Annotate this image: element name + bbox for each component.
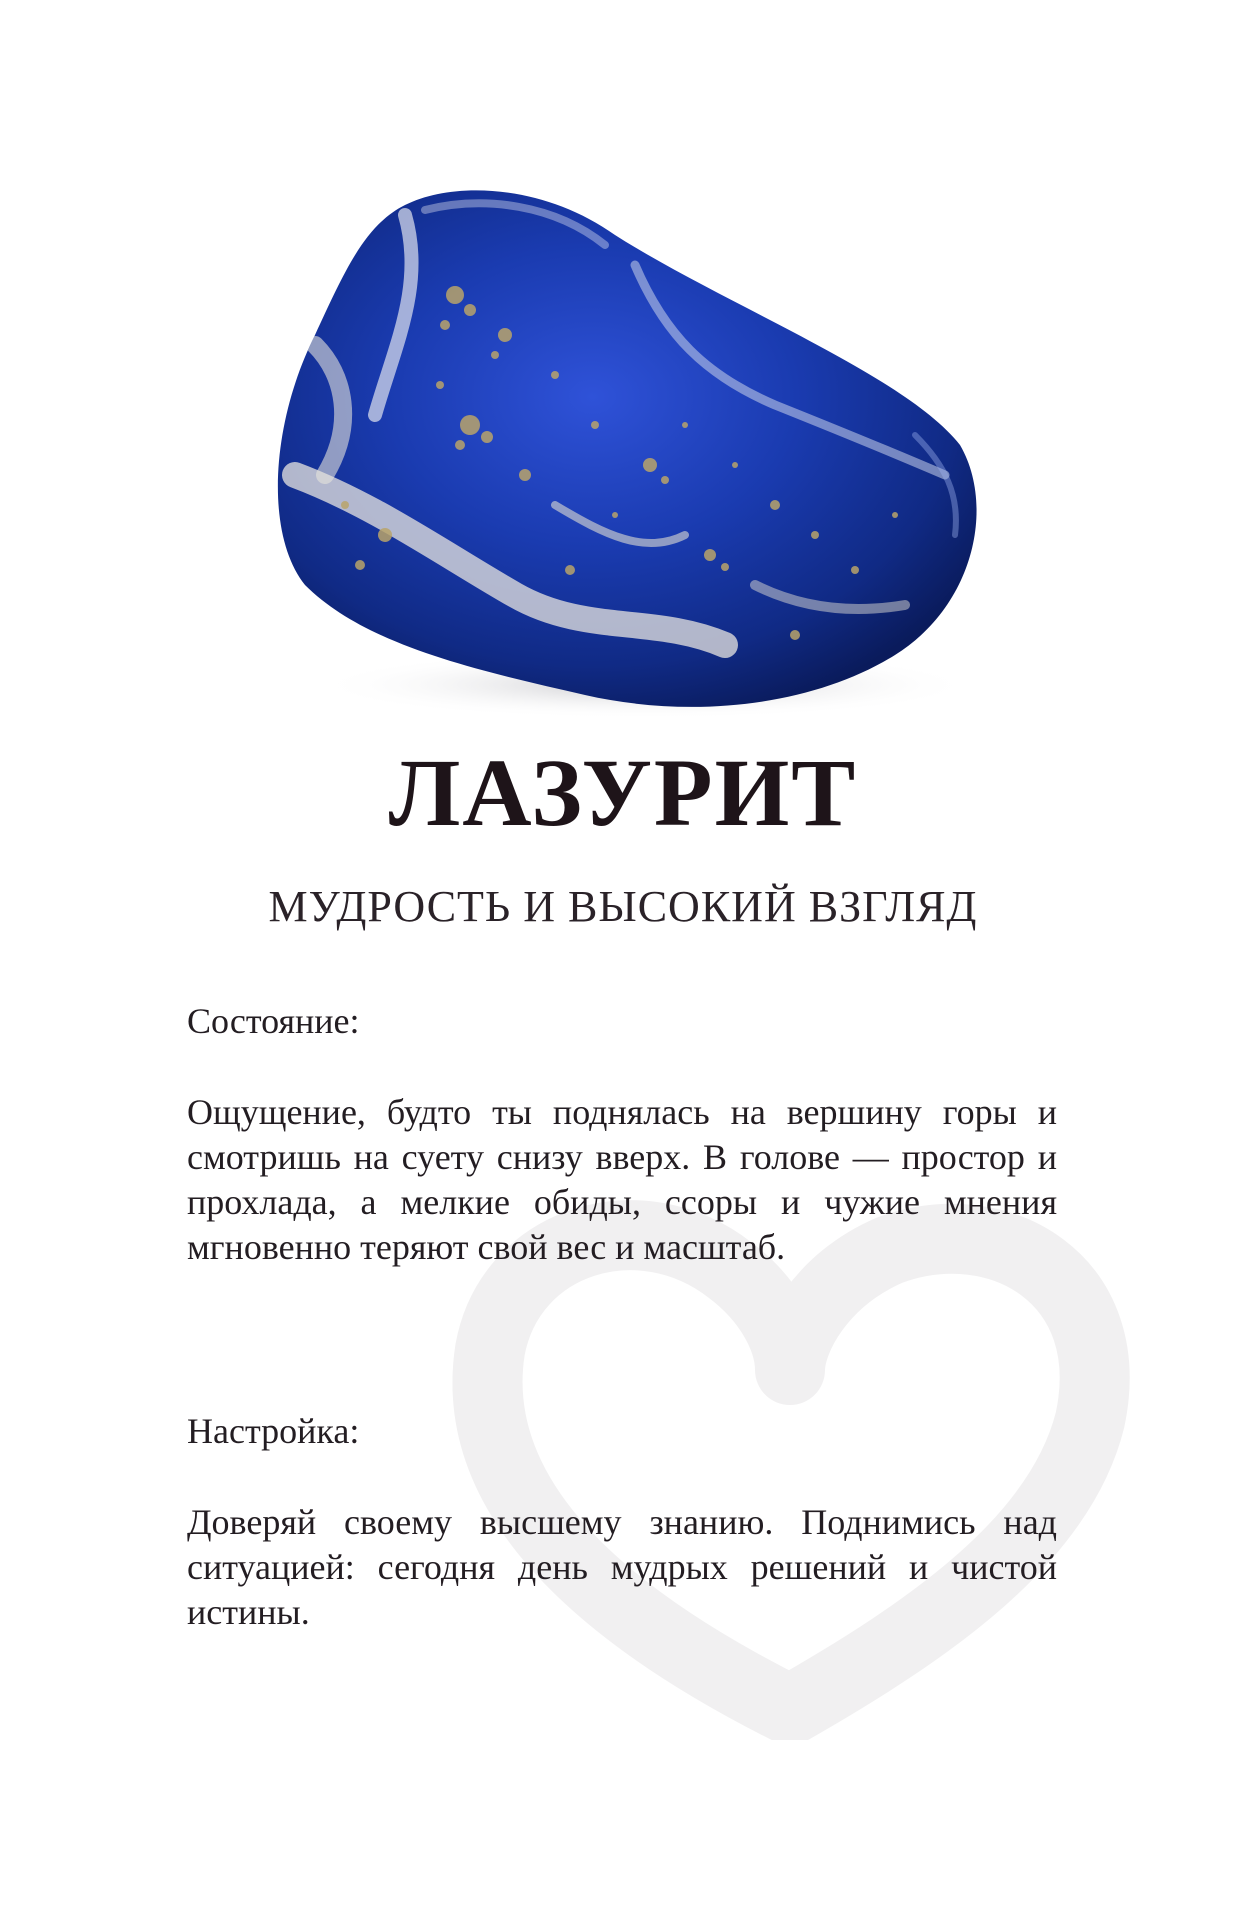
- state-heading: Состояние:: [187, 1001, 360, 1041]
- stone-title: ЛАЗУРИТ: [388, 739, 858, 846]
- tuning-paragraph: Доверяй своему высшему знанию. Поднимись над ситуацией: сегодня день мудрых решений и чистой истины.: [187, 1502, 1057, 1632]
- stone-subtitle: МУДРОСТЬ И ВЫСОКИЙ ВЗГЛЯД: [268, 882, 978, 931]
- lapis-lazuli-stone-illustration: [255, 175, 990, 730]
- stone-image: [255, 175, 990, 730]
- tuning-heading: Настройка:: [187, 1411, 360, 1451]
- state-paragraph: Ощущение, будто ты поднялась на вершину горы и смотришь на суету снизу вверх. В голове — простор и прохлада, а мелкие обиды, ссоры и чужие мнения мгновенно теряют свой вес и масштаб.: [187, 1092, 1057, 1267]
